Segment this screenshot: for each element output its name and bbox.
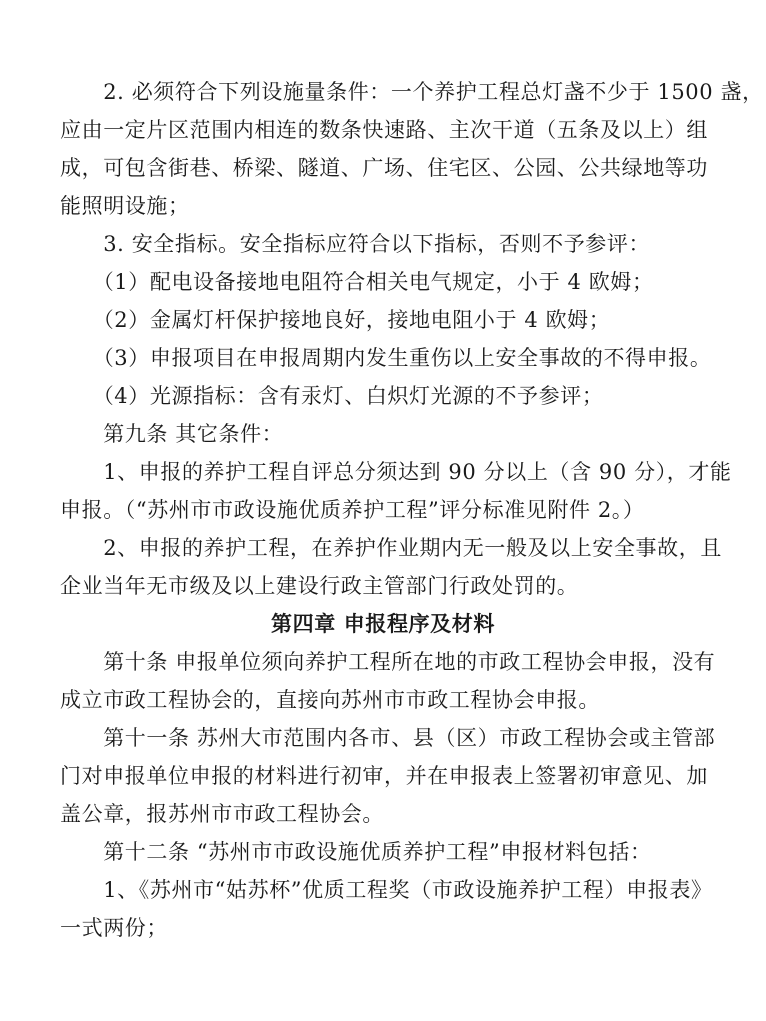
text-line: （3）申报项目在申报周期内发生重伤以上安全事故的不得申报。	[60, 346, 712, 370]
text-line: 成立市政工程协会的，直接向苏州市市政工程协会申报。	[60, 688, 600, 712]
text-line: 3. 安全指标。安全指标应符合以下指标，否则不予参评：	[60, 232, 651, 256]
text-line: 成，可包含街巷、桥梁、隧道、广场、住宅区、公园、公共绿地等功	[60, 156, 708, 180]
text-line: 企业当年无市级及以上建设行政主管部门行政处罚的。	[60, 574, 579, 598]
text-line: 第十二条 “苏州市市政设施优质养护工程”申报材料包括：	[60, 840, 652, 864]
text-line: （2）金属灯杆保护接地良好，接地电阻小于 4 欧姆；	[60, 308, 611, 332]
text-line: 1、《苏州市“姑苏杯”优质工程奖（市政设施养护工程）申报表》	[60, 878, 713, 902]
text-line: 第十条 申报单位须向养护工程所在地的市政工程协会申报，没有	[60, 650, 716, 674]
text-line: 盖公章，报苏州市市政工程协会。	[60, 802, 384, 826]
chapter-heading: 第四章 申报程序及材料	[271, 612, 495, 636]
text-line: 1、申报的养护工程自评总分须达到 90 分以上（含 90 分），才能	[60, 460, 732, 484]
text-line: 申报。（“苏州市市政设施优质养护工程”评分标准见附件 2。）	[60, 498, 645, 522]
text-line: （4）光源指标：含有汞灯、白炽灯光源的不予参评；	[60, 384, 604, 408]
text-line: 2、申报的养护工程，在养护作业期内无一般及以上安全事故，且	[60, 536, 722, 560]
text-line: 一式两份；	[60, 916, 168, 940]
text-line: 能照明设施；	[60, 194, 190, 218]
text-line: （1）配电设备接地电阻符合相关电气规定，小于 4 欧姆；	[60, 270, 654, 294]
text-line: 2. 必须符合下列设施量条件：一个养护工程总灯盏不少于 1500 盏，	[60, 80, 764, 104]
text-line: 第十一条 苏州大市范围内各市、县（区）市政工程协会或主管部	[60, 726, 716, 750]
text-line: 应由一定片区范围内相连的数条快速路、主次干道（五条及以上）组	[60, 118, 708, 142]
text-line: 门对申报单位申报的材料进行初审，并在申报表上签署初审意见、加	[60, 764, 708, 788]
text-line: 第九条 其它条件：	[60, 422, 284, 446]
